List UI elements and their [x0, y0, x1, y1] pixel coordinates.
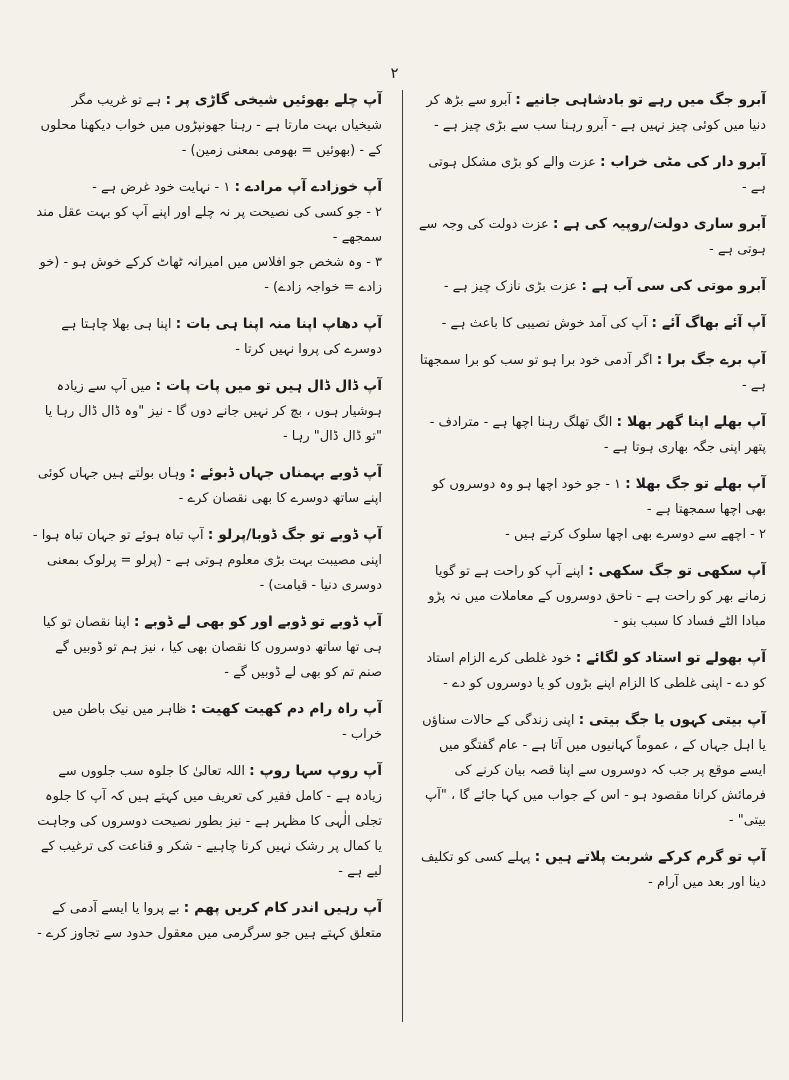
entry: آپ روپ سہا روپ : اللہ تعالیٰ کا جلوہ سب جلووں سے زیادہ ہے - کامل فقیر کی تعریف میں کہتے ہیں کہ آپ کا جلوہ تجلی الٰہی کا مظہر ہے - نیز بطور نصیحت دوسروں کی وجاہت یا کمال پر رشک نہیں کرنا چاہیے - شکر و قناعت کی ترغیب کے لیے ہے - — [37, 763, 382, 879]
entry: آپ آئے بھاگ آئے : آپ کی آمد خوش نصیبی کا باعث ہے - — [441, 315, 766, 331]
entry: آپ ڈوبے تو جگ ڈوبا/پرلو : آپ تباہ ہوئے تو جہان تباہ ہوا - اپنی مصیبت بہت بڑی معلوم ہوتی ہے - (پرلو = پرلوک بمعنی دوسری دنیا - قیامت) - — [32, 527, 382, 593]
entry: آپ تو گرم کرکے شربت پلاتے ہیں : پہلے کسی کو تکلیف دینا اور بعد میں آرام - — [420, 849, 766, 890]
entry: آپ سکھی تو جگ سکھی : اپنے آپ کو راحت ہے تو گویا زمانے بھر کو راحت ہے - ناحق دوسروں کے معاملات میں نہ پڑو مبادا الٹے فساد کا سبب بنو - — [428, 563, 766, 629]
entry: آپ برے جگ برا : اگر آدمی خود برا ہو تو سب کو برا سمجھتا ہے - — [419, 352, 766, 393]
entry: آبرو دار کی مٹی خراب : عزت والے کو بڑی مشکل ہوتی ہے - — [428, 154, 766, 195]
entry: آبرو جگ میں رہے تو بادشاہی جانیے : آبرو سے بڑھ کر دنیا میں کوئی چیز نہیں ہے - آبرو رہنا سب سے بڑی چیز ہے - — [426, 92, 766, 133]
page-number: ۲ — [390, 64, 399, 82]
entry: آپ بیتی کہوں یا جگ بیتی : اپنی زندگی کے حالات سناؤں یا اہل جہاں کے ، عموماً کہانیوں میں آتا ہے - عام گفتگو میں ایسے موقع پر جب کہ دوسروں سے اپنا قصہ بیان کرنے کی فرمائش کرانا مقصود ہو - اس کے جواب میں کہا جائے گا ، "آپ بیتی" - — [422, 712, 766, 828]
column-divider — [402, 90, 403, 1022]
entry: آپ خوزادے آپ مرادے : ۱ - نہایت خود غرض ہے - ۲ - جو کسی کی نصیحت پر نہ چلے اور اپنے آپ کو بہت عقل مند سمجھے - ۳ - وہ شخص جو افلاس میں امیرانہ ٹھاٹ کرکے خوش ہو - (خو زادے = خواجہ زادے) - — [36, 179, 382, 295]
entry: آپ بھولے تو استاد کو لگائے : خود غلطی کرے الزام استاد کو دے - اپنی غلطی کا الزام اپنے بڑوں کو یا دوسروں کو دے - — [426, 650, 766, 691]
entry: آپ ڈوبے تو ڈوبے اور کو بھی لے ڈوبے : اپنا نقصان تو کیا ہی تھا ساتھ دوسروں کا نقصان بھی کیا ، نیز ہم تو ڈوبیں گے صنم تم کو بھی لے ڈوبیں گے - — [42, 614, 382, 680]
right-column — [414, 88, 766, 907]
entry: آپ دھاپ اپنا منہ اپنا ہی بات : اپنا ہی بھلا چاہتا ہے دوسرے کی پروا نہیں کرتا - — [61, 316, 382, 357]
entry: آپ رہیں اندر کام کریں پھم : بے پروا یا ایسے آدمی کے متعلق کہتے ہیں جو سرگرمی میں معقول حدود سے تجاوز کرے - — [37, 900, 382, 941]
entry: آپ ڈال ڈال ہیں تو میں پات پات : میں آپ سے زیادہ ہوشیار ہوں ، بچ کر نہیں جانے دوں گا - نیز "وہ ڈال ڈال رہا یا "تو ڈال ڈال" رہا - — [44, 378, 382, 444]
entry: آپ ڈوبے بہمناں جہاں ڈبوئے : وہاں بولتے ہیں جہاں کوئی اپنے ساتھ دوسرے کا بھی نقصان کرے - — [37, 465, 382, 506]
entry: آبرو موتی کی سی آب ہے : عزت بڑی نازک چیز ہے - — [443, 278, 766, 294]
entry: آپ بھلے تو جگ بھلا : ۱ - جو خود اچھا ہو وہ دوسروں کو بھی اچھا سمجھتا ہے - ۲ - اچھے سے دوسرے بھی اچھا سلوک کرتے ہیں - — [432, 476, 766, 542]
entry: آپ راہ رام دم کھیت کھیت : ظاہر میں نیک باطن میں خراب - — [52, 701, 382, 742]
left-column — [30, 88, 382, 958]
entry: آپ بھلے اپنا گھر بھلا : الگ تھلگ رہنا اچھا ہے - مترادف - پتھر اپنی جگہ بھاری ہوتا ہے - — [429, 414, 766, 455]
entry: آبرو ساری دولت/روپیہ کی ہے : عزت دولت کی وجہ سے ہوتی ہے - — [418, 216, 766, 257]
entry: آپ چلے بھوئیں شیخی گاڑی پر : ہے تو غریب مگر شیخیاں بہت مارتا ہے - رہنا جھونپڑوں میں خواب دیکھنا محلوں کے - (بھوئیں = بھومی بمعنی زمین) - — [40, 92, 382, 158]
